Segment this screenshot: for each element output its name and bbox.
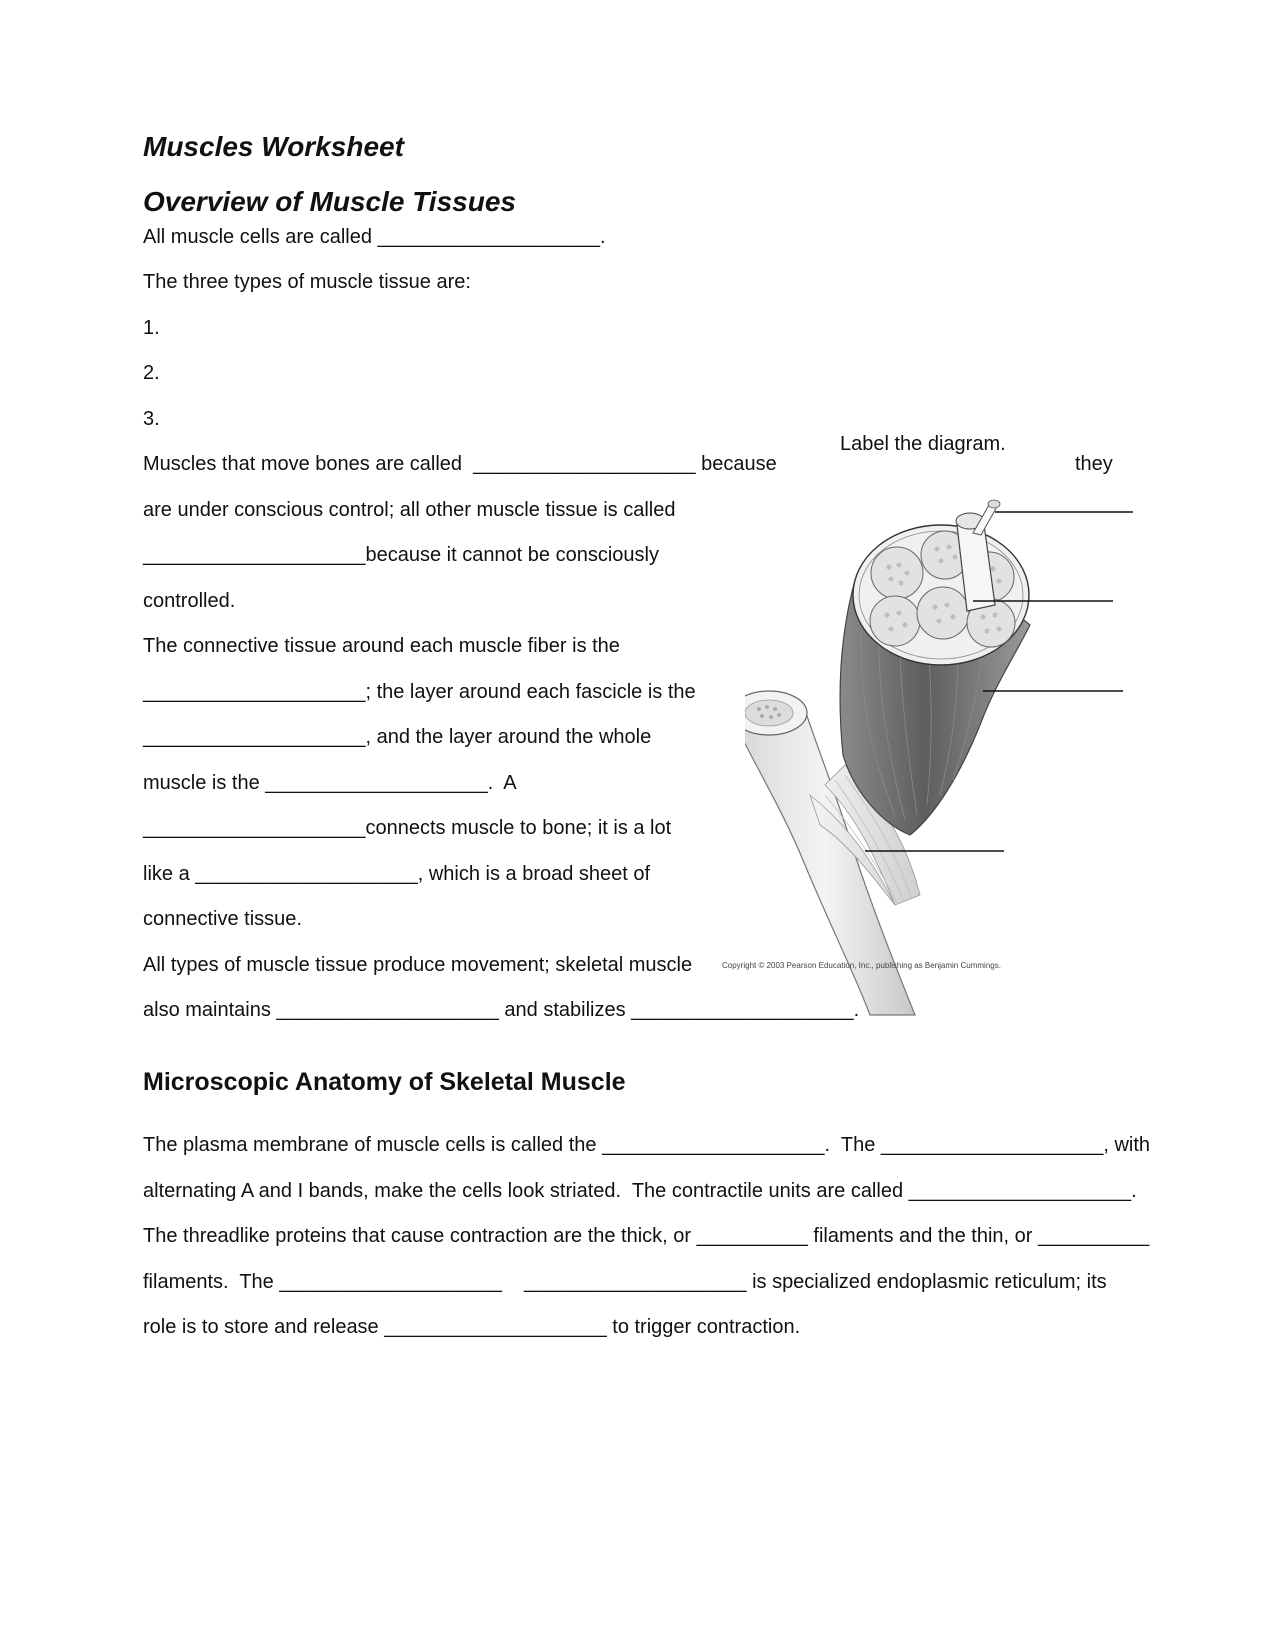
text-line: The threadlike proteins that cause contraction are the thick, or __________ filaments and the thin, or __________: [143, 1225, 1150, 1247]
copyright-caption: Copyright © 2003 Pearson Education, Inc., publishing as Benjamin Cummings.: [722, 961, 1001, 970]
text-line: The plasma membrane of muscle cells is called the ____________________. The ____________________, with: [143, 1134, 1151, 1156]
text-line: controlled.: [143, 590, 236, 612]
text-line: also maintains ____________________ and stabilizes ____________________.: [143, 999, 860, 1021]
list-number: 3.: [143, 408, 160, 430]
section-heading-overview: Overview of Muscle Tissues: [143, 186, 516, 217]
text-line: are under conscious control; all other muscle tissue is called: [143, 499, 676, 521]
muscle-cross-section: [853, 500, 1029, 665]
text-line: alternating A and I bands, make the cells look striated. The contractile units are called ____________________.: [143, 1180, 1137, 1202]
text-line: connective tissue.: [143, 908, 302, 930]
text-line: muscle is the ____________________. A: [143, 772, 517, 794]
section-heading-microscopic: Microscopic Anatomy of Skeletal Muscle: [143, 1068, 626, 1096]
text-line: All muscle cells are called ____________________.: [143, 226, 606, 248]
text-line: filaments. The ____________________ ____________________ is specialized endoplasmic reticulum; its: [143, 1271, 1107, 1293]
worksheet-title: Muscles Worksheet: [143, 131, 404, 162]
text-line: The three types of muscle tissue are:: [143, 271, 471, 293]
text-line: ____________________because it cannot be consciously: [143, 544, 659, 566]
text-line: ____________________, and the layer around the whole: [143, 726, 652, 748]
list-number: 1.: [143, 317, 160, 339]
text-word-they: they: [1075, 453, 1113, 475]
text-line: Muscles that move bones are called ____________________ because: [143, 453, 777, 475]
text-line: All types of muscle tissue produce movement; skeletal muscle: [143, 954, 693, 976]
text-line: The connective tissue around each muscle fiber is the: [143, 635, 620, 657]
text-line: role is to store and release ____________________ to trigger contraction.: [143, 1316, 801, 1338]
text-line: ____________________; the layer around each fascicle is the: [143, 681, 696, 703]
text-line: like a ____________________, which is a broad sheet of: [143, 863, 651, 885]
list-number: 2.: [143, 362, 160, 384]
text-line: ____________________connects muscle to bone; it is a lot: [143, 817, 672, 839]
diagram-instruction: Label the diagram.: [840, 433, 1006, 455]
muscle-diagram: [745, 495, 1185, 1020]
